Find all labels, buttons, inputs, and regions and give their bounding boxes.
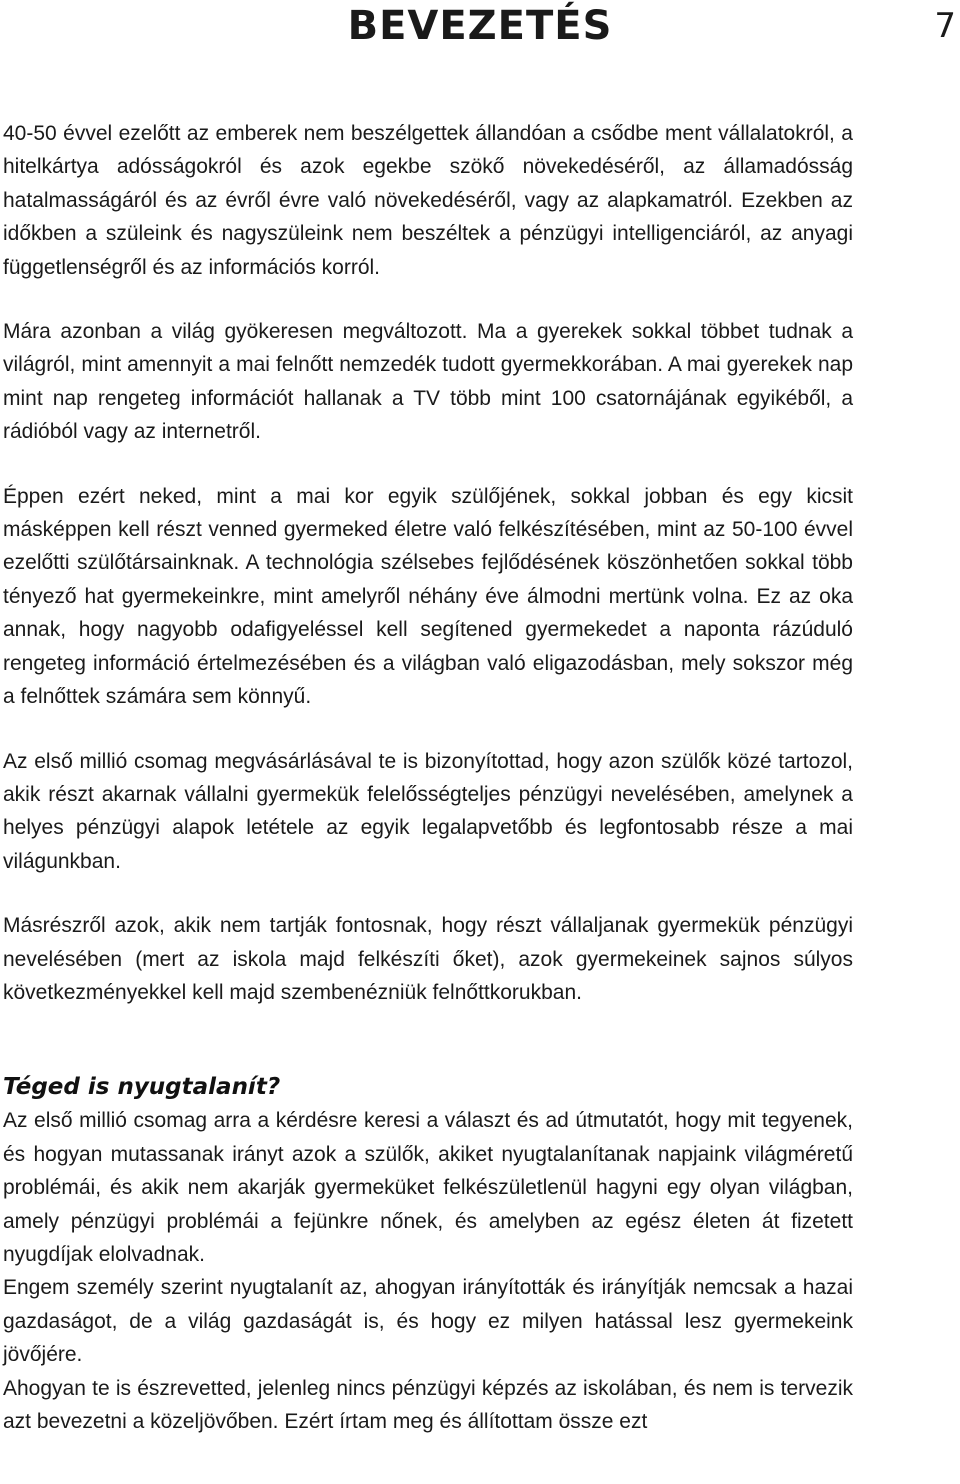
paragraph: Éppen ezért neked, mint a mai kor egyik szülőjének, sokkal jobban és egy kicsit másképpen kell részt venned gyermeked életre való felkészítésében, mint az 50-100 évvel ezelőtti szülőtársainknak. A technológia szélsebes fejlődésének köszönhetően sokkal több tényező hat gyermekeinkre, mint amelyről néhány éve álmodni mertünk volna. Ez az oka annak, hogy nagyobb odafigyeléssel kell segítened gyermekedet a naponta rázúduló rengeteg információ értelmezésében és a világban való eligazodásban, mely sokszor még a felnőttek számára sem könnyű. [3, 484, 853, 709]
paragraph: Az első millió csomag megvásárlásával te is bizonyítottad, hogy azon szülők közé tartozol, akik részt akarnak vállalni gyermekük felelősségteljes pénzügyi nevelésében, amelynek a helyes pénzügyi alapok letétele az egyik legalapvetőbb és legfontosabb része a mai világunkban. [3, 749, 853, 873]
document-body [3, 117, 853, 1438]
paragraph: Ahogyan te is észrevetted, jelenleg nincs pénzügyi képzés az iskolában, és nem is tervezik azt bevezetni a közeljövőben. Ezért írtam meg és állítottam össze ezt [3, 1376, 853, 1433]
paragraph: 40-50 évvel ezelőtt az emberek nem beszélgettek állandóan a csődbe ment vállalatokról, a hitelkártya adósságokról és azok egekbe szökő növekedéséről, az államadósság hatalmasságáról és az évről évre való növekedéséről, vagy az alapkamatról. Ezekben az időkben a szüleink és nagyszüleink nem beszéltek a pénzügyi intelligenciáról, az anyagi függetlenségről és az információs korról. [3, 122, 853, 279]
section-heading: Téged is nyugtalanít? [3, 1074, 281, 1101]
paragraph: Mára azonban a világ gyökeresen megváltozott. Ma a gyerekek sokkal többet tudnak a világról, mint amennyit a mai felnőtt nemzedék tudott gyermekkorában. A mai gyerekek nap mint nap rengeteg információt hallanak a TV több mint 100 csatornájának egyikéből, a rádióból vagy az internetről. [3, 320, 853, 444]
paragraph: Az első millió csomag arra a kérdésre keresi a választ és ad útmutatót, hogy mit tegyenek, és hogyan mutassanak irányt azok a szülők, akiket nyugtalanítanak napjaink világméretű problémái, és akik nem akarják gyermeküket felkészületlenül hagyni egy olyan világban, amely pénzügyi problémái a fejünkre nőnek, és amelyben az egész életen át fizetett nyugdíjak elolvadnak. [3, 1109, 853, 1266]
paragraph: Engem személy szerint nyugtalanít az, ahogyan irányították és irányítják nemcsak a hazai gazdaságot, de a világ gazdaságát is, és hogy ez milyen hatással lesz gyermekeink jövőjére. [3, 1276, 853, 1367]
page-title: BEVEZETÉS [347, 3, 613, 49]
paragraph: Másrészről azok, akik nem tartják fontosnak, hogy részt vállaljanak gyermekük pénzügyi nevelésében (mert az iskola majd felkészíti őket), azok gyermekeinek sajnos súlyos következményekkel kell majd szembenézniük felnőttkorukban. [3, 914, 853, 1004]
page-number: 7 [934, 6, 956, 46]
